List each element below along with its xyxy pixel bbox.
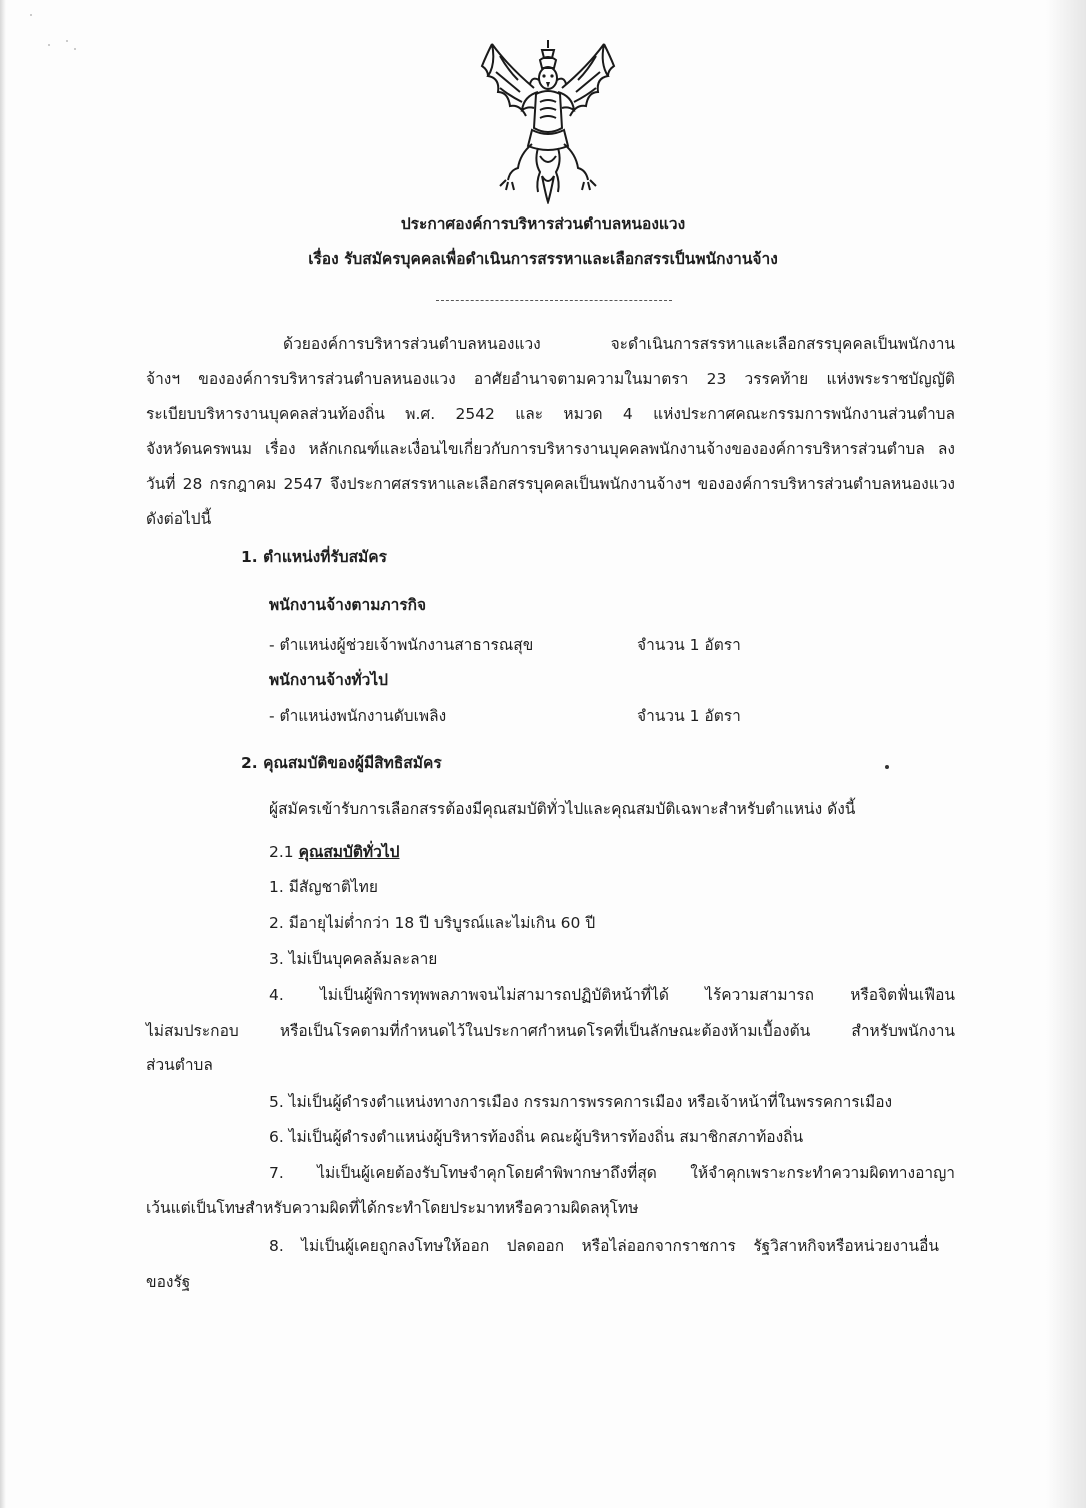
qualification-item-8-line-2: ของรัฐ [146,1273,191,1291]
qualification-item-6: 6. ไม่เป็นผู้ดำรงตำแหน่งผู้บริหารท้องถิ่น คณะผู้บริหารท้องถิ่น สมาชิกสภาท้องถิ่น [269,1128,804,1146]
section2-intro: ผู้สมัครเข้ารับการเลือกสรรต้องมีคุณสมบัติทั่วไปและคุณสมบัติเฉพาะสำหรับตำแหน่ง ดังนี้ [269,800,856,818]
intro-line-5: วันที่ 28 กรกฎาคม 2547 จึงประกาศสรรหาและเลือกสรรบุคคลเป็นพนักงานจ้างฯ ขององค์การบริหารส่วนตำบลหนองแวง [146,475,955,493]
intro-line-6: ดังต่อไปนี้ [146,510,212,528]
qualification-item-4-line-2: ไม่สมประกอบ หรือเป็นโรคตามที่กำหนดไว้ในประกาศกำหนดโรคที่เป็นลักษณะต้องห้ามเบื้องต้น สำหรับพนักงาน [146,1022,955,1040]
announcement-title: ประกาศองค์การบริหารส่วนตำบลหนองแวง [400,215,686,233]
qualification-item-4-line-3: ส่วนตำบล [146,1056,213,1074]
scan-speck [48,44,50,46]
intro-line-3: ระเบียบบริหารงานบุคคลส่วนท้องถิ่น พ.ศ. 2542 และ หมวด 4 แห่งประกาศคณะกรรมการพนักงานส่วนตำบล [146,405,955,423]
scan-speck [66,40,68,42]
scan-speck [74,48,76,50]
qualification-item-3: 3. ไม่เป็นบุคคลล้มละลาย [269,950,438,968]
qualification-item-5: 5. ไม่เป็นผู้ดำรงตำแหน่งทางการเมือง กรรมการพรรคการเมือง หรือเจ้าหน้าที่ในพรรคการเมือง [269,1093,893,1111]
group2-label: พนักงานจ้างทั่วไป [269,671,388,689]
ink-dot [885,765,889,769]
subsection-heading: คุณสมบัติทั่วไป [298,843,400,861]
group1-count: จำนวน 1 อัตรา [637,636,741,654]
announcement-subject: เรื่อง รับสมัครบุคคลเพื่อดำเนินการสรรหาและเลือกสรรเป็นพนักงานจ้าง [308,250,778,268]
qualification-item-2: 2. มีอายุไม่ต่ำกว่า 18 ปี บริบูรณ์และไม่เกิน 60 ปี [269,914,596,932]
group1-label: พนักงานจ้างตามภารกิจ [269,596,427,614]
garuda-emblem-icon [478,36,618,204]
group1-position: - ตำแหน่งผู้ช่วยเจ้าพนักงานสาธารณสุข [269,636,534,654]
header-divider [436,300,672,301]
group2-position: - ตำแหน่งพนักงานดับเพลิง [269,707,447,725]
qualification-item-1: 1. มีสัญชาติไทย [269,878,378,896]
qualification-item-7-line-2: เว้นแต่เป็นโทษสำหรับความผิดที่ได้กระทำโดยประมาทหรือความผิดลหุโทษ [146,1199,639,1217]
section2-heading: 2. คุณสมบัติของผู้มีสิทธิสมัคร [241,754,442,772]
subsection-number: 2.1 [269,843,294,861]
group2-count: จำนวน 1 อัตรา [637,707,741,725]
qualification-item-4-line-1: 4. ไม่เป็นผู้พิการทุพพลภาพจนไม่สามารถปฏิบัติหน้าที่ได้ ไร้ความสามารถ หรือจิตฟั่นเฟือน [269,986,955,1004]
qualification-item-8-line-1: 8. ไม่เป็นผู้เคยถูกลงโทษให้ออก ปลดออก หรือไล่ออกจากราชการ รัฐวิสาหกิจหรือหน่วยงานอื่น [269,1237,939,1255]
subsection-2-1 [269,841,399,863]
scan-speck [30,14,32,16]
intro-line-2: จ้างฯ ขององค์การบริหารส่วนตำบลหนองแวง อาศัยอำนาจตามความในมาตรา 23 วรรคท้าย แห่งพระราชบัญญัติ [146,370,955,388]
intro-line-1: ด้วยองค์การบริหารส่วนตำบลหนองแวง จะดำเนินการสรรหาและเลือกสรรบุคคลเป็นพนักงาน [283,335,955,353]
qualification-item-7-line-1: 7. ไม่เป็นผู้เคยต้องรับโทษจำคุกโดยคำพิพากษาถึงที่สุด ให้จำคุกเพราะกระทำความผิดทางอาญา [269,1164,955,1182]
intro-line-4: จังหวัดนครพนม เรื่อง หลักเกณฑ์และเงื่อนไขเกี่ยวกับการบริหารงานบุคคลพนักงานจ้างขององค์การบริหารส่วนตำบล ลง [146,440,955,458]
section1-heading: 1. ตำแหน่งที่รับสมัคร [241,548,387,566]
